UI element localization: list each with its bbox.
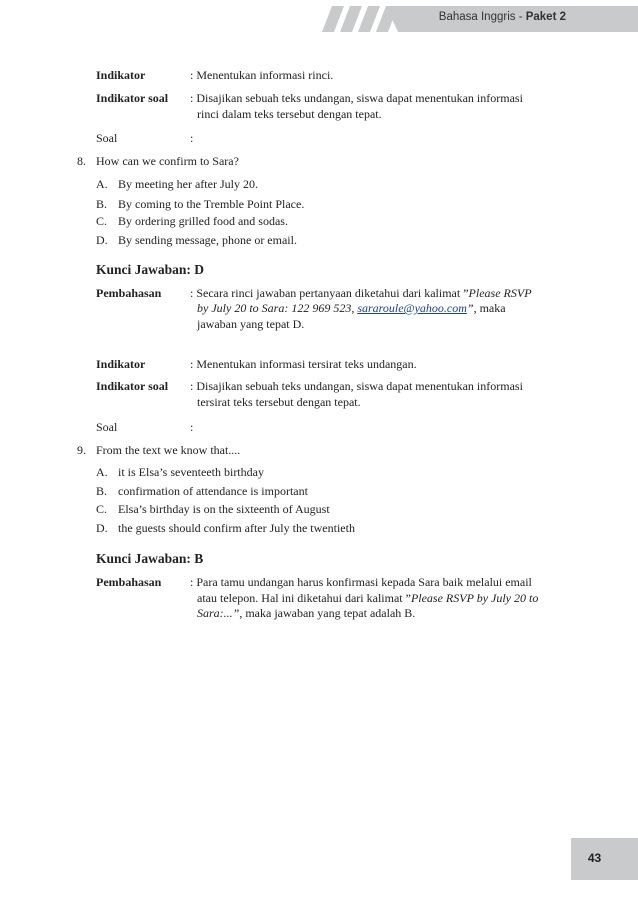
header-title	[439, 11, 566, 23]
pembahasan-line2	[197, 591, 538, 606]
indikator-soal-line1: : Disajikan sebuah teks undangan, siswa dapat menentukan informasi	[190, 379, 523, 393]
option-text: By sending message, phone or email.	[118, 233, 297, 247]
question-text: From the text we know that....	[96, 443, 241, 457]
option-text: By meeting her after July 20.	[118, 177, 258, 191]
option-text: it is Elsa’s seventeeth birthday	[118, 465, 264, 479]
pembahasan-line3: jawaban yang tepat D.	[197, 317, 305, 331]
option-letter: A.	[96, 465, 108, 479]
question-text: How can we confirm to Sara?	[96, 154, 239, 168]
indikator-label: Indikator	[96, 68, 146, 82]
page-number-box	[571, 838, 638, 880]
option-letter: A.	[96, 177, 108, 191]
soal-value: :	[190, 420, 194, 434]
option-letter: C.	[96, 214, 108, 228]
pembahasan-line1: : Para tamu undangan harus konfirmasi kepada Sara baik melalui email	[190, 575, 532, 589]
header-package: Paket 2	[525, 11, 566, 23]
option-text: confirmation of attendance is important	[118, 484, 308, 498]
indikator-soal-label: Indikator soal	[96, 379, 169, 393]
option-text: Elsa’s birthday is on the sixteenth of August	[118, 502, 330, 516]
option-letter: D.	[96, 521, 108, 535]
pembahasan-text: atau telepon. Hal ini diketahui dari kalimat ”	[197, 591, 411, 605]
pembahasan-line2	[197, 301, 506, 316]
pembahasan-text: , maka jawaban yang tepat adalah B.	[239, 606, 416, 620]
option-letter: B.	[96, 197, 108, 211]
pembahasan-quote: by July 20 to Sara: 122 969 523,	[197, 301, 358, 315]
pembahasan-label: Pembahasan	[96, 575, 162, 589]
indikator-soal-line1: : Disajikan sebuah teks undangan, siswa dapat menentukan informasi	[190, 91, 523, 105]
pembahasan-text: , maka	[473, 301, 506, 315]
indikator-value: : Menentukan informasi rinci.	[190, 68, 334, 82]
indikator-soal-line2: tersirat teks tersebut dengan tepat.	[197, 395, 361, 409]
pembahasan-quote: Sara:...”	[197, 606, 240, 620]
indikator-soal-line2: rinci dalam teks tersebut dengan tepat.	[197, 107, 382, 121]
indikator-soal-label: Indikator soal	[96, 91, 169, 105]
question-number: 9.	[77, 443, 86, 457]
pembahasan-label: Pembahasan	[96, 286, 162, 300]
pembahasan-quote: ”	[466, 301, 474, 315]
pembahasan-text: : Secara rinci jawaban pertanyaan diketahui dari kalimat ”	[190, 286, 469, 300]
option-letter: D.	[96, 233, 108, 247]
answer-key: Kunci Jawaban: D	[96, 262, 205, 277]
soal-label: Soal	[96, 131, 118, 145]
option-text: By ordering grilled food and sodas.	[118, 214, 288, 228]
header-book: Bahasa Inggris -	[438, 11, 526, 23]
indikator-value: : Menentukan informasi tersirat teks undangan.	[190, 357, 417, 371]
question-number: 8.	[77, 154, 86, 168]
option-letter: B.	[96, 484, 108, 498]
answer-key: Kunci Jawaban: B	[96, 551, 204, 566]
soal-label: Soal	[96, 420, 118, 434]
indikator-label: Indikator	[96, 357, 146, 371]
soal-value: :	[190, 131, 194, 145]
pembahasan-quote: Please RSVP	[468, 286, 532, 300]
option-text: the guests should confirm after July the twentieth	[118, 521, 355, 535]
option-text: By coming to the Tremble Point Place.	[118, 197, 305, 211]
option-letter: C.	[96, 502, 108, 516]
pembahasan-line3	[197, 606, 415, 621]
email-link[interactable]: sararoule@yahoo.com	[357, 301, 467, 315]
pembahasan-line1	[190, 286, 532, 301]
page-number: 43	[587, 851, 602, 865]
pembahasan-quote: Please RSVP by July 20 to	[410, 591, 539, 605]
